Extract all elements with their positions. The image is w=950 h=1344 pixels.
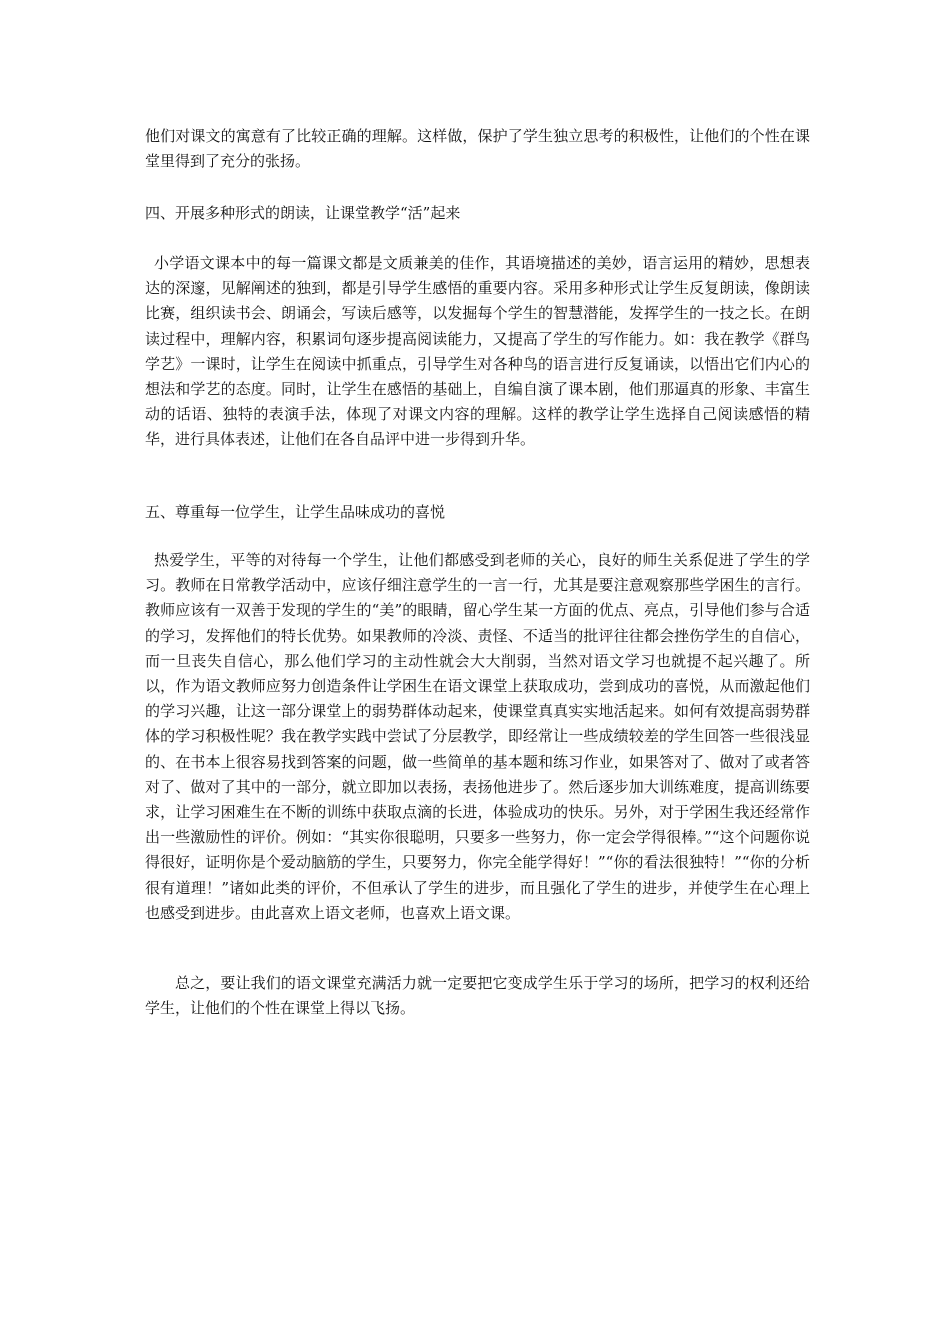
- intro-paragraph: 他们对课文的寓意有了比较正确的理解。这样做，保护了学生独立思考的积极性，让他们的个性在课堂里得到了充分的张扬。: [145, 127, 810, 171]
- summary-paragraph: 总之，要让我们的语文课堂充满活力就一定要把它变成学生乐于学习的场所，把学习的权利还给学生，让他们的个性在课堂上得以飞扬。: [145, 974, 810, 1018]
- section-five-heading: 五、尊重每一位学生，让学生品味成功的喜悦: [145, 503, 446, 521]
- section-four-heading: 四、开展多种形式的朗读，让课堂教学“活”起来: [145, 204, 461, 222]
- section-five-paragraph: 热爱学生，平等的对待每一个学生，让他们都感受到老师的关心，良好的师生关系促进了学生的学习。教师在日常教学活动中，应该仔细注意学生的一言一行，尤其是要注意观察那些学困生的言行。教师应该有一双善于发现的学生的“美”的眼睛，留心学生某一方面的优点、亮点，引导他们参与合适的学习，发挥他们的特长优势。如果教师的冷淡、责怪、不适当的批评往往都会挫伤学生的自信心，而一旦丧失自信心，那么他们学习的主动性就会大大削弱，当然对语文学习也就提不起兴趣了。所以，作为语文教师应努力创造条件让学困生在语文课堂上获取成功，尝到成功的喜悦，从而激起他们的学习兴趣，让这一部分课堂上的弱势群体动起来，使课堂真真实实地活起来。如何有效提高弱势群体的学习积极性呢？我在教学实践中尝试了分层教学，即经常让一些成绩较差的学生回答一些很浅显的、在书本上很容易找到答案的问题，做一些简单的基本题和练习作业，如果答对了、做对了或者答对了、做对了其中的一部分，就立即加以表扬，表扬他进步了。然后逐步加大训练难度，提高训练要求，让学习困难生在不断的训练中获取点滴的长进，体验成功的快乐。另外，对于学困生我还经常作出一些激励性的评价。例如：“其实你很聪明，只要多一些努力，你一定会学得很棒。”“这个问题你说得很好，证明你是个爱动脑筋的学生，只要努力，你完全能学得好！”“你的看法很独特！”“你的分析很有道理！”诸如此类的评价，不但承认了学生的进步，而且强化了学生的进步，并使学生在心理上也感受到进步。由此喜欢上语文老师，也喜欢上语文课。: [145, 551, 810, 922]
- section-four-paragraph: 小学语文课本中的每一篇课文都是文质兼美的佳作，其语境描述的美妙，语言运用的精妙，思想表达的深邃，见解阐述的独到，都是引导学生感悟的重要内容。采用多种形式让学生反复朗读，像朗读比赛，组织读书会、朗诵会，写读后感等，以发掘每个学生的智慧潜能，发挥学生的一技之长。在朗读过程中，理解内容，积累词句逐步提高阅读能力，又提高了学生的写作能力。如：我在教学《群鸟学艺》一课时，让学生在阅读中抓重点，引导学生对各种鸟的语言进行反复诵读，以悟出它们内心的想法和学艺的态度。同时，让学生在感悟的基础上，自编自演了课本剧，他们那逼真的形象、丰富生动的话语、独特的表演手法，体现了对课文内容的理解。这样的教学让学生选择自己阅读感悟的精华，进行具体表述，让他们在各自品评中进一步得到升华。: [145, 254, 810, 449]
